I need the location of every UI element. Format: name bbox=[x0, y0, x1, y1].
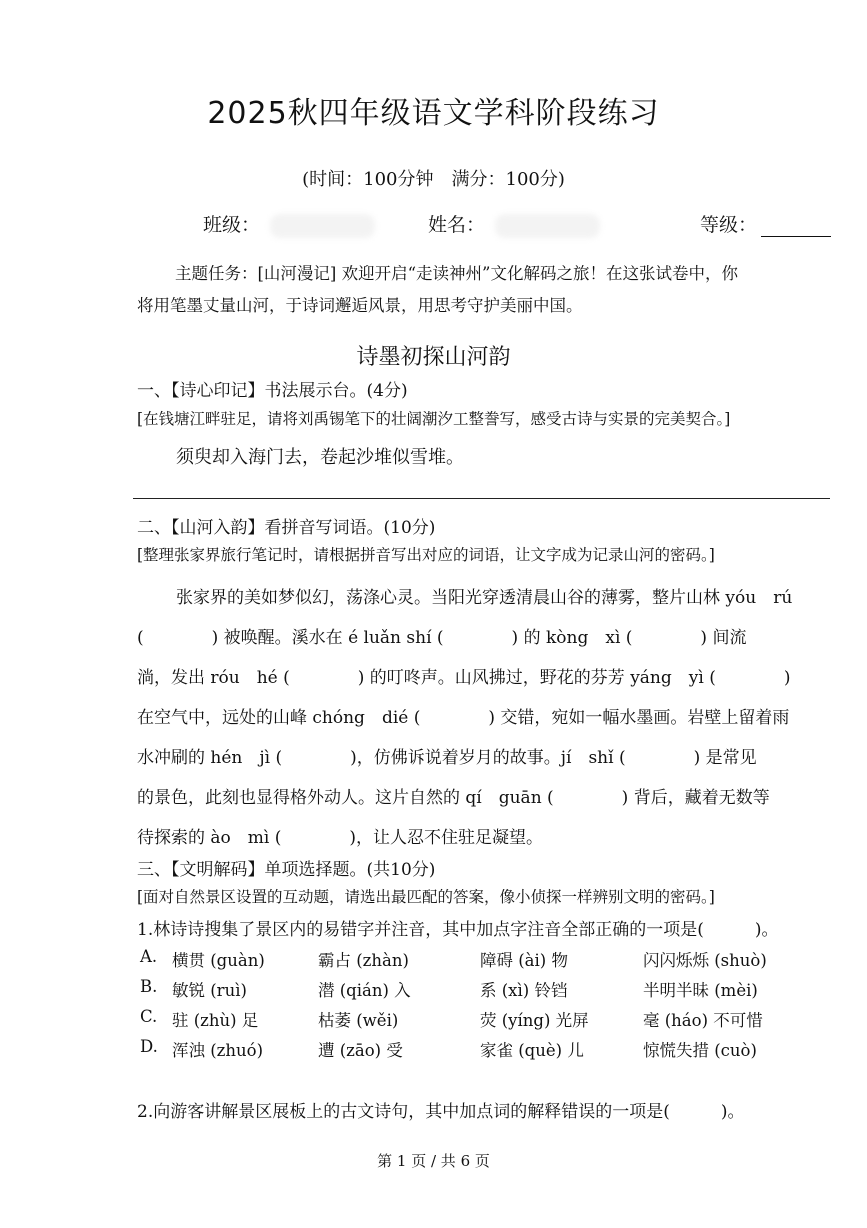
q2-line-7: 待探索的 ào mì ( )，让人忍不住驻足凝望。 bbox=[137, 828, 543, 848]
exam-time-score: (时间：100分钟 满分：100分) bbox=[302, 169, 565, 190]
option-c-label[interactable]: C. bbox=[140, 1007, 158, 1026]
grade-label: 等级： bbox=[700, 214, 758, 236]
q2-line-3: 淌，发出 róu hé ( ) 的叮咚声。山风拂过，野花的芬芳 yáng yì ( ) bbox=[137, 668, 791, 688]
q1-poem: 须臾却入海门去，卷起沙堆似雪堆。 bbox=[176, 447, 464, 468]
writing-line[interactable] bbox=[133, 498, 830, 499]
option-c-cell: 毫 (háo) 不可惜 bbox=[643, 1011, 763, 1030]
option-c-cell: 驻 (zhù) 足 bbox=[172, 1011, 259, 1030]
option-b-cell: 潜 (qián) 入 bbox=[318, 981, 411, 1000]
class-label: 班级： bbox=[203, 214, 261, 236]
q3-instruction: [面对自然景区设置的互动题，请选出最匹配的答案，像小侦探一样辨别文明的密码。] bbox=[137, 888, 715, 906]
q2-line-2: ( ) 被唤醒。溪水在 é luǎn shí ( ) 的 kòng xì ( ) 间流 bbox=[137, 628, 747, 648]
option-a-cell: 障碍 (ài) 物 bbox=[480, 951, 568, 970]
option-d-cell: 家雀 (què) 儿 bbox=[480, 1041, 584, 1060]
q3-item-2: 2.向游客讲解景区展板上的古文诗句，其中加点词的解释错误的一项是( )。 bbox=[137, 1102, 745, 1122]
intro-line-1: 主题任务：[山河漫记] 欢迎开启“走读神州”文化解码之旅！在这张试卷中，你 bbox=[175, 264, 738, 283]
option-b-label[interactable]: B. bbox=[140, 977, 158, 996]
option-a-cell: 横贯 (guàn) bbox=[172, 951, 265, 970]
q1-instruction: [在钱塘江畔驻足，请将刘禹锡笔下的壮阔潮汐工整誊写，感受古诗与实景的完美契合。] bbox=[137, 410, 731, 428]
section-title: 诗墨初探山河韵 bbox=[356, 345, 511, 370]
option-d-cell: 惊慌失措 (cuò) bbox=[643, 1041, 757, 1060]
name-field bbox=[428, 210, 600, 238]
option-c-cell: 荧 (yíng) 光屏 bbox=[480, 1011, 589, 1030]
option-d-cell: 浑浊 (zhuó) bbox=[172, 1041, 263, 1060]
q2-line-1: 张家界的美如梦似幻，荡涤心灵。当阳光穿透清晨山谷的薄雾，整片山林 yóu rú bbox=[176, 588, 793, 608]
exam-title: 2025秋四年级语文学科阶段练习 bbox=[207, 96, 660, 131]
q2-instruction: [整理张家界旅行笔记时，请根据拼音写出对应的词语，让文字成为记录山河的密码。] bbox=[137, 546, 715, 564]
option-a-cell: 闪闪烁烁 (shuò) bbox=[643, 951, 767, 970]
option-c-cell: 枯萎 (wěi) bbox=[318, 1011, 399, 1030]
page-footer: 第 1 页 / 共 6 页 bbox=[377, 1152, 490, 1170]
q2-line-4: 在空气中，远处的山峰 chóng dié ( ) 交错，宛如一幅水墨画。岩壁上留着雨 bbox=[137, 708, 790, 728]
grade-blank[interactable] bbox=[761, 218, 831, 237]
class-field bbox=[203, 210, 375, 238]
grade-field bbox=[700, 210, 831, 237]
option-d-cell: 遭 (zāo) 受 bbox=[318, 1041, 403, 1060]
option-d-label[interactable]: D. bbox=[140, 1037, 158, 1056]
q3-heading: 三、【文明解码】单项选择题。(共10分) bbox=[137, 860, 436, 880]
redacted-class bbox=[270, 214, 375, 238]
q2-line-6: 的景色，此刻也显得格外动人。这片自然的 qí guān ( ) 背后，藏着无数等 bbox=[137, 788, 770, 808]
option-b-cell: 敏锐 (ruì) bbox=[172, 981, 247, 1000]
q3-item-1: 1.林诗诗搜集了景区内的易错字并注音，其中加点字注音全部正确的一项是( )。 bbox=[137, 920, 779, 940]
option-a-cell: 霸占 (zhàn) bbox=[318, 951, 409, 970]
intro-line-2: 将用笔墨丈量山河，于诗词邂逅风景，用思考守护美丽中国。 bbox=[137, 296, 583, 315]
q2-line-5: 水冲刷的 hén jì ( )，仿佛诉说着岁月的故事。jí shǐ ( ) 是常见 bbox=[137, 748, 757, 768]
q2-heading: 二、【山河入韵】看拼音写词语。(10分) bbox=[137, 518, 436, 538]
option-b-cell: 系 (xì) 铃铛 bbox=[480, 981, 568, 1000]
option-a-label[interactable]: A. bbox=[140, 947, 158, 966]
option-b-cell: 半明半昧 (mèi) bbox=[643, 981, 758, 1000]
redacted-name bbox=[495, 214, 600, 238]
q1-heading: 一、【诗心印记】书法展示台。(4分) bbox=[137, 381, 408, 401]
name-label: 姓名： bbox=[428, 214, 486, 236]
